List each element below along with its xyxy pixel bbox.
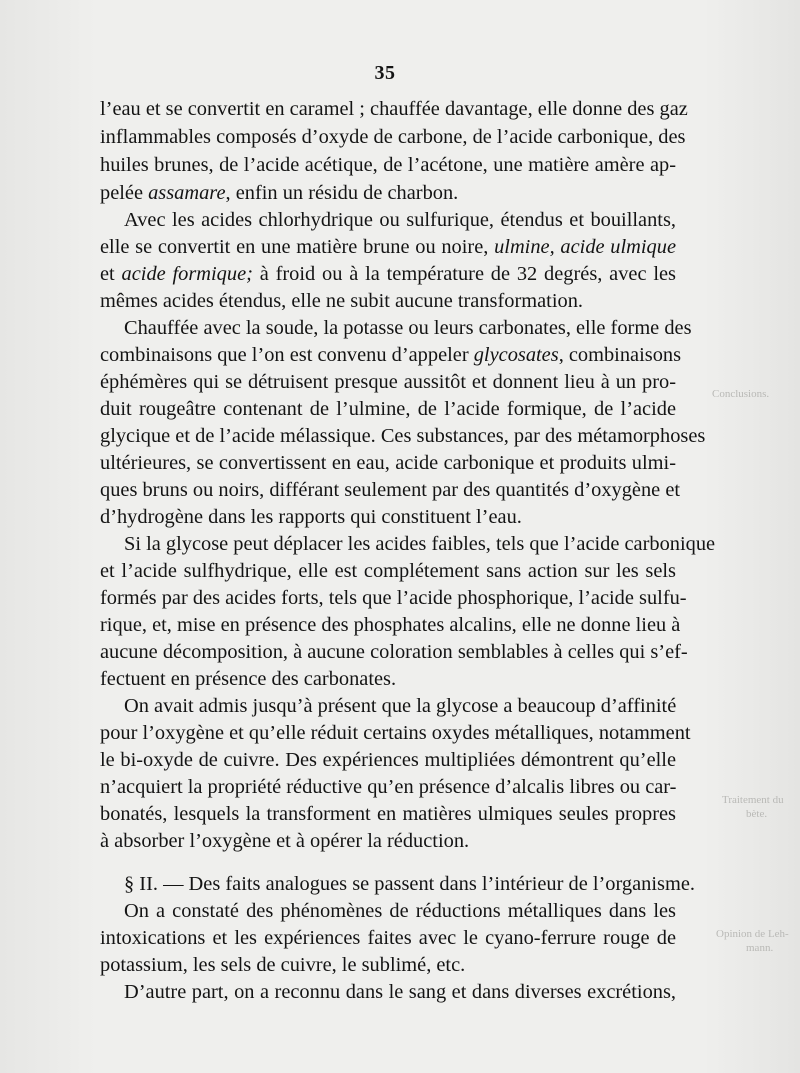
text-line: combinaisons que l’on est convenu d’appeler glycosates, combinaisons — [100, 344, 682, 366]
text-line: pelée assamare, enfin un résidu de charbon. — [100, 182, 459, 204]
text-line: l’eau et se convertit en caramel ; chauffée davantage, elle donne des gaz — [100, 98, 688, 120]
text-line: formés par des acides forts, tels que l’acide phosphorique, l’acide sulfu- — [100, 587, 687, 609]
text-line: On avait admis jusqu’à présent que la glycose a beaucoup d’affinité — [124, 695, 677, 717]
text-line: potassium, les sels de cuivre, le sublimé, etc. — [100, 954, 466, 976]
text-line: elle se convertit en une matière brune ou noire, ulmine, acide ulmique — [100, 236, 676, 258]
text-line: et acide formique; à froid ou à la température de 32 degrés, avec les — [100, 263, 676, 285]
italic-term: assamare — [148, 182, 226, 204]
section-heading: § II. — Des faits analogues se passent dans l’intérieur de l’organisme. — [124, 873, 695, 895]
page-number: 35 — [374, 62, 396, 84]
italic-term: acide formique; — [121, 263, 253, 285]
text-line: à absorber l’oxygène et à opérer la réduction. — [100, 830, 470, 852]
text-line: et l’acide sulfhydrique, elle est complétement sans action sur les sels — [100, 560, 676, 582]
text-line: ques bruns ou noirs, différant seulement par des quantités d’oxygène et — [100, 479, 681, 501]
text-line: duit rougeâtre contenant de l’ulmine, de l’acide formique, de l’acide — [100, 398, 676, 420]
text-line: D’autre part, on a reconnu dans le sang et dans diverses excrétions, — [124, 981, 676, 1003]
text-line: éphémères qui se détruisent presque aussitôt et donnent lieu à un pro- — [100, 371, 676, 393]
text-line: aucune décomposition, à aucune coloration semblables à celles qui s’ef- — [100, 641, 688, 663]
margin-note-conclusions: Conclusions. — [712, 388, 770, 400]
text-line: On a constaté des phénomènes de réductions métalliques dans les — [124, 900, 676, 922]
text-line: n’acquiert la propriété réductive qu’en présence d’alcalis libres ou car- — [100, 776, 677, 798]
text-line: pour l’oxygène et qu’elle réduit certains oxydes métalliques, notamment — [100, 722, 691, 744]
text-line: Chauffée avec la soude, la potasse ou leurs carbonates, elle forme des — [124, 317, 692, 339]
margin-note-traitement: Traitement du — [722, 794, 784, 806]
text-line: ultérieures, se convertissent en eau, acide carbonique et produits ulmi- — [100, 452, 676, 474]
text-line: glycique et de l’acide mélassique. Ces substances, par des métamorphoses — [100, 425, 706, 447]
italic-term: ulmine, acide ulmique — [494, 236, 676, 258]
text-line: bonatés, lesquels la transforment en matières ulmiques seules propres — [100, 803, 676, 825]
italic-term: glycosates — [473, 344, 559, 366]
margin-note-traitement-2: bète. — [746, 808, 768, 820]
text-line: fectuent en présence des carbonates. — [100, 668, 397, 690]
text-line: rique, et, mise en présence des phosphates alcalins, elle ne donne lieu à — [100, 614, 681, 636]
text-line: d’hydrogène dans les rapports qui constituent l’eau. — [100, 506, 522, 528]
text-line: huiles brunes, de l’acide acétique, de l’acétone, une matière amère ap- — [100, 154, 676, 176]
margin-note-opinion: Opinion de Leh- — [716, 928, 789, 940]
text-line: le bi-oxyde de cuivre. Des expériences multipliées démontrent qu’elle — [100, 749, 676, 771]
text-line: intoxications et les expériences faites avec le cyano-ferrure rouge de — [100, 927, 676, 949]
text-line: mêmes acides étendus, elle ne subit aucune transformation. — [100, 290, 583, 312]
text-line: inflammables composés d’oxyde de carbone, de l’acide carbonique, des — [100, 126, 686, 148]
text-line: Si la glycose peut déplacer les acides faibles, tels que l’acide carbonique — [124, 533, 716, 555]
text-line: Avec les acides chlorhydrique ou sulfurique, étendus et bouillants, — [124, 209, 676, 231]
margin-note-opinion-2: mann. — [746, 942, 774, 954]
